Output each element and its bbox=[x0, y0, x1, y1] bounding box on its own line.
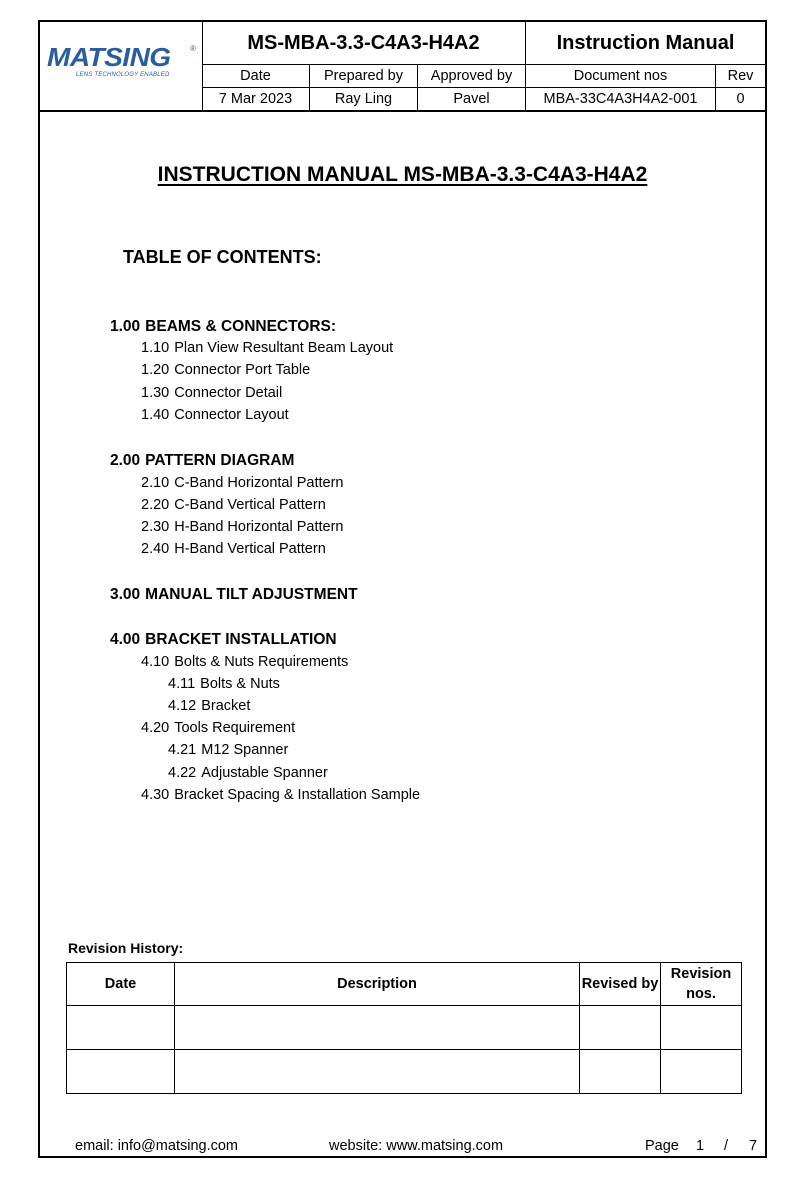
header-label-date: Date bbox=[202, 65, 310, 88]
toc-item[interactable]: 4.00 BRACKET INSTALLATION bbox=[110, 631, 337, 648]
toc-item[interactable]: 4.11 Bolts & Nuts bbox=[168, 676, 280, 692]
toc-item[interactable]: 1.10 Plan View Resultant Beam Layout bbox=[141, 340, 394, 356]
toc-item[interactable]: 4.21 M12 Spanner bbox=[168, 742, 289, 758]
header-value-approved-by: Pavel bbox=[418, 88, 526, 110]
footer-page-label: Page bbox=[645, 1138, 679, 1154]
header-label-approved-by: Approved by bbox=[418, 65, 526, 88]
column-header-date: Date bbox=[67, 963, 175, 1006]
logo-tagline: LENS TECHNOLOGY ENABLED bbox=[76, 72, 170, 78]
logo-cell bbox=[40, 22, 203, 110]
toc-item[interactable]: 1.30 Connector Detail bbox=[141, 385, 283, 401]
table-cell[interactable] bbox=[67, 1050, 175, 1094]
document-type: Instruction Manual bbox=[526, 22, 765, 65]
page-title: INSTRUCTION MANUAL MS-MBA-3.3-C4A3-H4A2 bbox=[157, 163, 648, 186]
header-value-rev: 0 bbox=[736, 91, 745, 107]
model-number: MS-MBA-3.3-C4A3-H4A2 bbox=[202, 22, 526, 65]
toc-item[interactable]: 3.00 MANUAL TILT ADJUSTMENT bbox=[110, 586, 358, 603]
toc-item[interactable]: 4.20 Tools Requirement bbox=[141, 720, 296, 736]
header-label-document-nos: Document nos bbox=[526, 65, 716, 88]
toc-item[interactable]: 4.22 Adjustable Spanner bbox=[168, 765, 328, 781]
revision-history-label: Revision History: bbox=[68, 940, 184, 956]
toc-item[interactable]: 2.30 H-Band Horizontal Pattern bbox=[141, 519, 344, 535]
toc-item[interactable]: 2.40 H-Band Vertical Pattern bbox=[141, 541, 326, 557]
toc-item[interactable]: 2.20 C-Band Vertical Pattern bbox=[141, 497, 326, 513]
toc-item[interactable]: 2.00 PATTERN DIAGRAM bbox=[110, 452, 295, 469]
toc-item[interactable]: 2.10 C-Band Horizontal Pattern bbox=[141, 475, 344, 491]
column-header-revision-nos: Revision nos. bbox=[661, 963, 742, 1006]
document-page bbox=[38, 20, 767, 1158]
header-value-document-nos: MBA-33C4A3H4A2-001 bbox=[526, 88, 716, 110]
table-cell[interactable] bbox=[580, 1050, 661, 1094]
footer-email[interactable]: email: info@matsing.com bbox=[75, 1138, 238, 1154]
toc-item[interactable]: 4.12 Bracket bbox=[168, 698, 251, 714]
footer-website[interactable]: website: www.matsing.com bbox=[329, 1138, 504, 1154]
logo-wordmark: MATSING bbox=[47, 42, 171, 72]
table-row bbox=[67, 1050, 742, 1094]
column-header-revised-by: Revised by bbox=[580, 963, 661, 1006]
table-cell[interactable] bbox=[175, 1050, 580, 1094]
document-header bbox=[40, 22, 765, 112]
table-cell[interactable] bbox=[175, 1006, 580, 1050]
registered-mark-icon: ® bbox=[190, 44, 196, 53]
footer-page-separator: / bbox=[724, 1138, 729, 1154]
footer-page-total: 7 bbox=[749, 1138, 758, 1154]
header-value-date: 7 Mar 2023 bbox=[202, 88, 310, 110]
header-label-rev: Rev bbox=[716, 65, 765, 88]
toc-heading: TABLE OF CONTENTS: bbox=[123, 247, 322, 267]
company-logo bbox=[47, 42, 197, 92]
table-cell[interactable] bbox=[661, 1050, 742, 1094]
revision-history-table bbox=[66, 962, 742, 1094]
table-cell[interactable] bbox=[661, 1006, 742, 1050]
header-label-prepared-by: Prepared by bbox=[310, 65, 418, 88]
toc-item[interactable]: 1.20 Connector Port Table bbox=[141, 362, 311, 378]
toc-item[interactable]: 4.30 Bracket Spacing & Installation Sample bbox=[141, 787, 421, 803]
header-value-prepared-by: Ray Ling bbox=[310, 88, 418, 110]
toc-item[interactable]: 4.10 Bolts & Nuts Requirements bbox=[141, 654, 349, 670]
table-header-row bbox=[67, 963, 742, 1006]
table-cell[interactable] bbox=[580, 1006, 661, 1050]
toc-item[interactable]: 1.00 BEAMS & CONNECTORS: bbox=[110, 318, 337, 335]
column-header-description: Description bbox=[175, 963, 580, 1006]
toc-item[interactable]: 1.40 Connector Layout bbox=[141, 407, 289, 423]
table-row bbox=[67, 1006, 742, 1050]
footer-page-current: 1 bbox=[696, 1138, 705, 1154]
table-cell[interactable] bbox=[67, 1006, 175, 1050]
